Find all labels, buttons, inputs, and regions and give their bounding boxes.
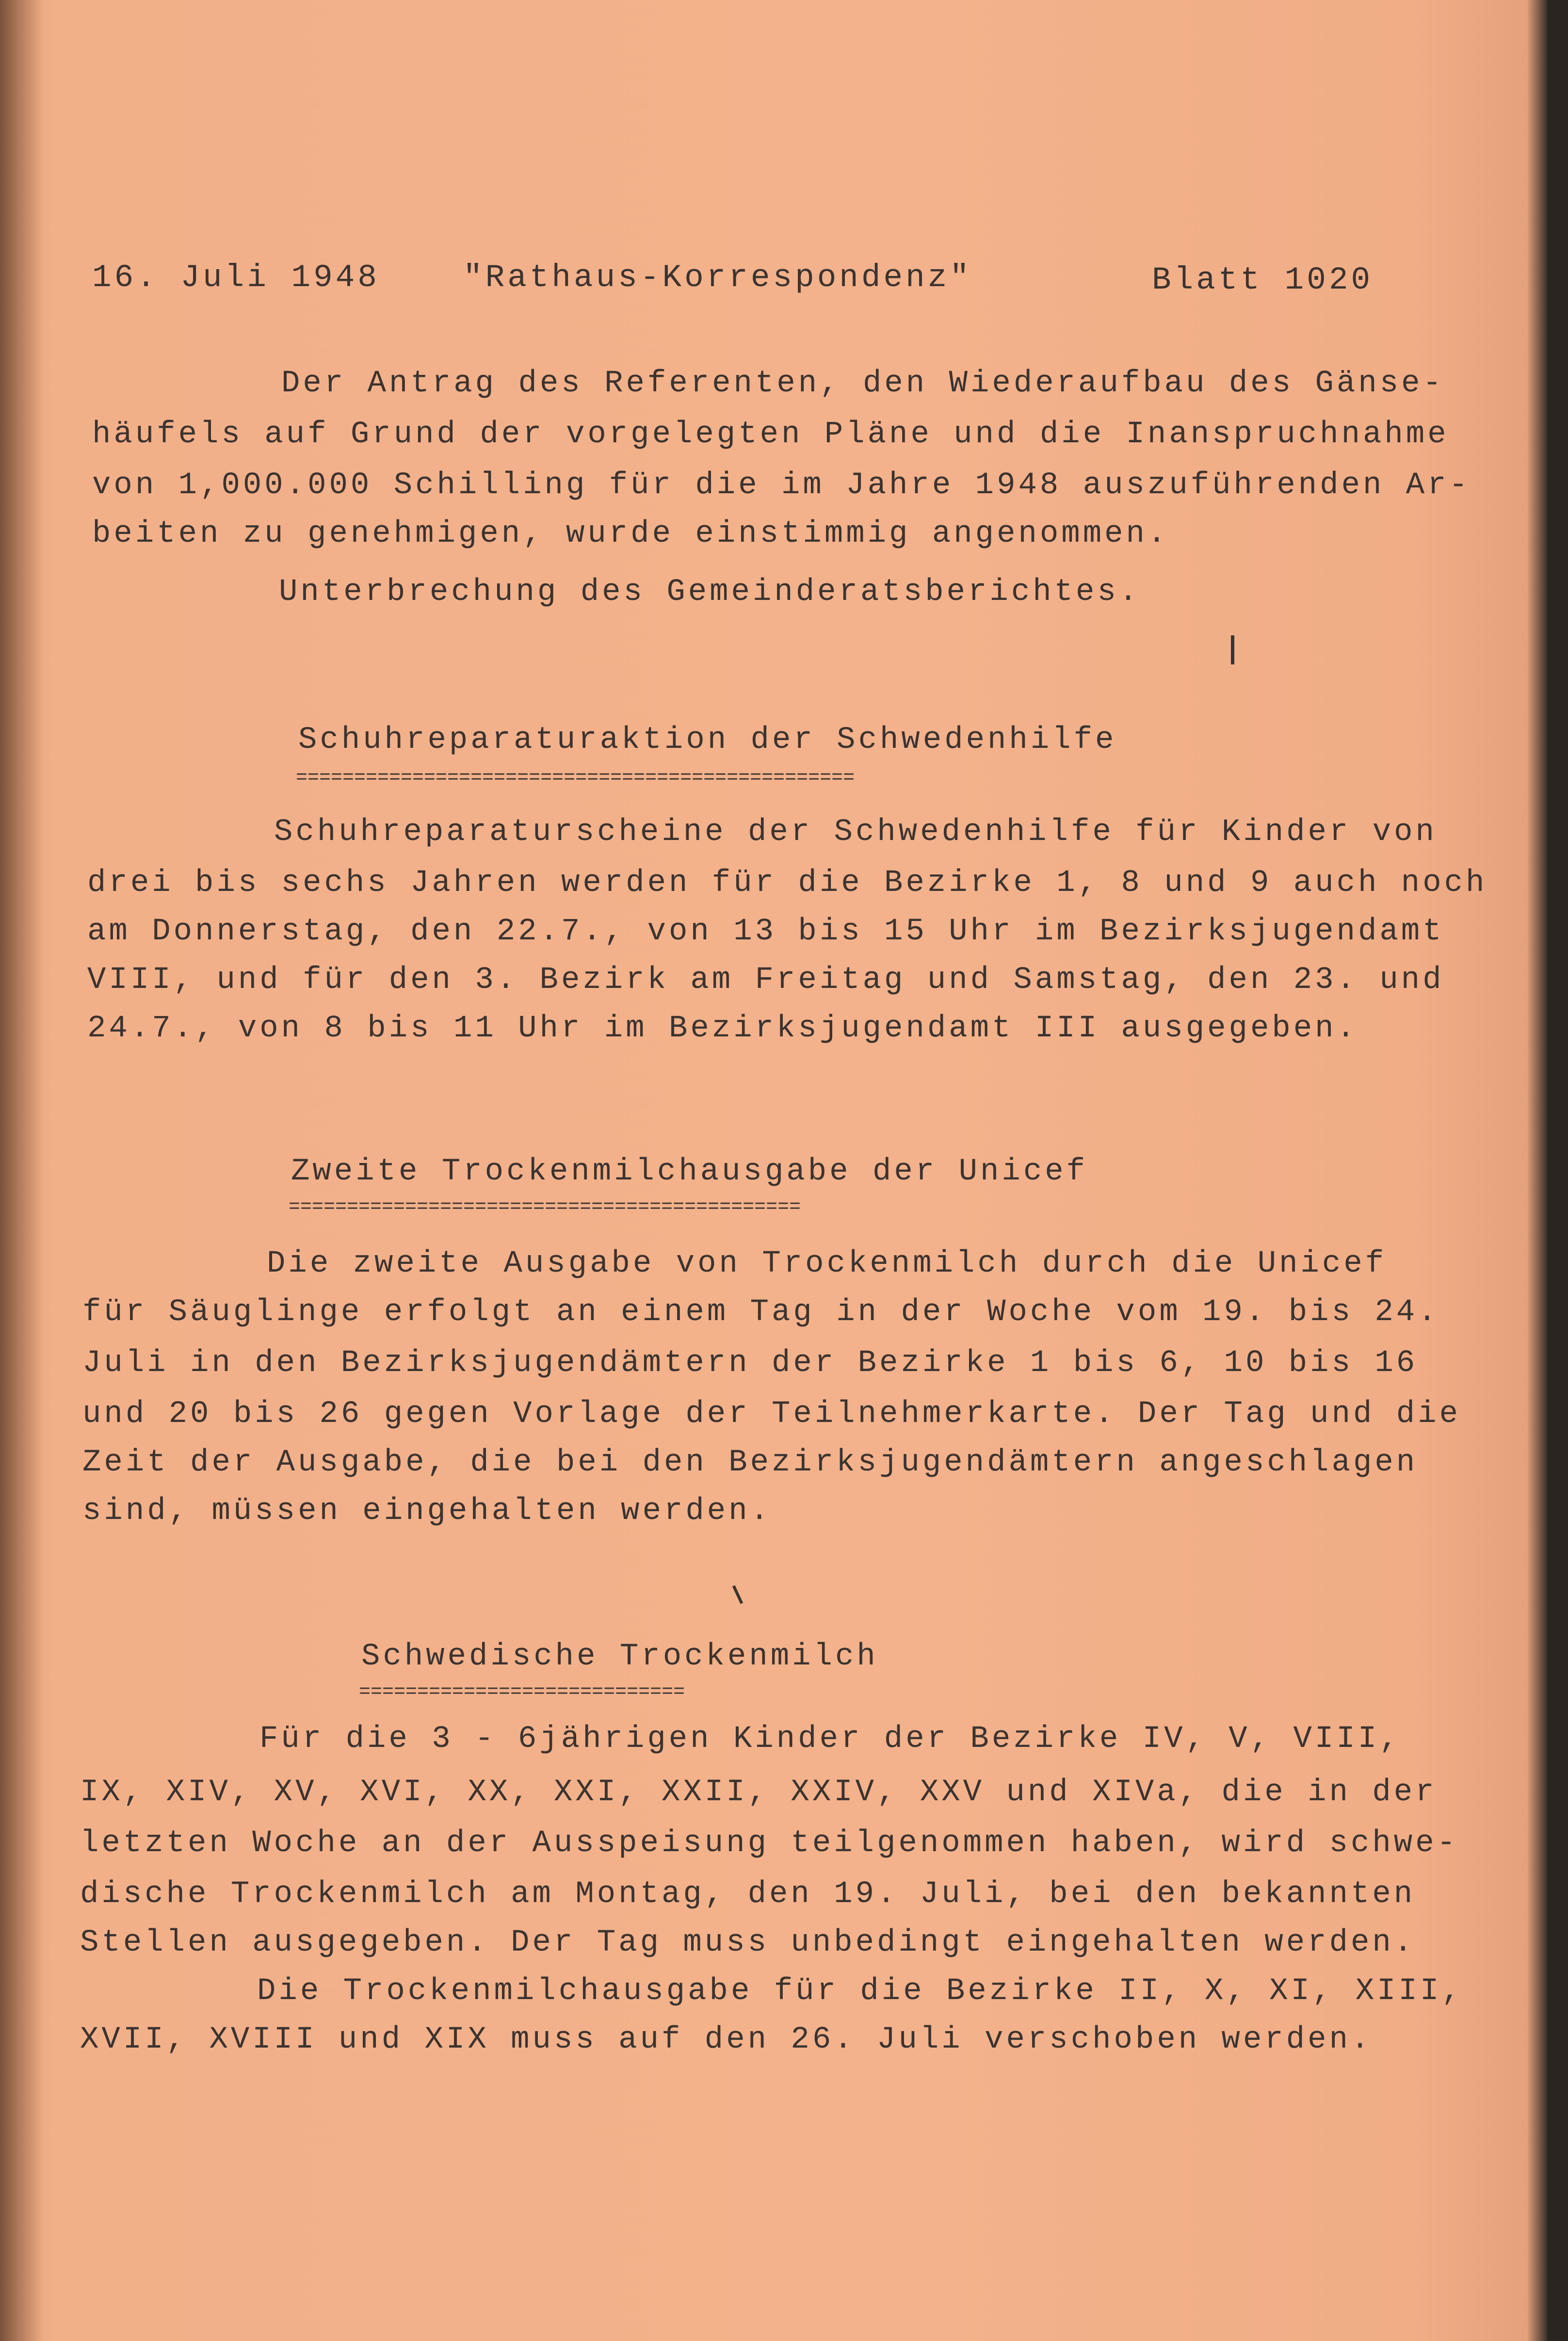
section-line: IX, XIV, XV, XVI, XX, XXI, XXII, XXIV, XXV und XIVa, die in der: [80, 1775, 1437, 1810]
section-line: Stellen ausgegeben. Der Tag muss unbedingt eingehalten werden.: [80, 1925, 1416, 1960]
section-line: Die Trockenmilchausgabe für die Bezirke II, X, XI, XIII,: [257, 1974, 1463, 2009]
section-line: Schuhreparaturscheine der Schwedenhilfe für Kinder von: [274, 815, 1437, 850]
intro-line: beiten zu genehmigen, wurde einstimmig angenommen.: [92, 517, 1169, 551]
margin-mark: [732, 1585, 743, 1604]
section-line: sind, müssen eingehalten werden.: [82, 1494, 772, 1529]
title-underline: ================================================: [296, 767, 855, 789]
section-line: und 20 bis 26 gegen Vorlage der Teilnehmerkarte. Der Tag und die: [82, 1397, 1461, 1432]
section-title: Zweite Trockenmilchausgabe der Unicef: [291, 1154, 1088, 1189]
intro-line: Der Antrag des Referenten, den Wiederaufbau des Gänse-: [281, 366, 1444, 401]
section-line: Juli in den Bezirksjugendämtern der Bezirke 1 bis 6, 10 bis 16: [82, 1346, 1418, 1381]
section-line: XVII, XVIII und XIX muss auf den 26. Juli verschoben werden.: [80, 2022, 1373, 2057]
section-line: drei bis sechs Jahren werden für die Bezirke 1, 8 und 9 auch noch: [87, 866, 1487, 901]
section-line: letzten Woche an der Ausspeisung teilgenommen haben, wird schwe-: [80, 1826, 1458, 1861]
section-line: dische Trockenmilch am Montag, den 19. Juli, bei den bekannten: [80, 1877, 1416, 1912]
title-underline: ============================================: [289, 1196, 801, 1218]
title-underline: ============================: [359, 1681, 685, 1703]
intro-line: häufels auf Grund der vorgelegten Pläne und die Inanspruchnahme: [92, 417, 1449, 452]
margin-mark: [1231, 635, 1234, 664]
intro-note: Unterbrechung des Gemeinderatsberichtes.: [279, 575, 1141, 610]
section-title: Schwedische Trockenmilch: [361, 1639, 878, 1674]
intro-line: von 1,000.000 Schilling für die im Jahre 1948 auszuführenden Ar-: [92, 468, 1471, 503]
section-line: VIII, und für den 3. Bezirk am Freitag und Samstag, den 23. und: [87, 963, 1444, 998]
section-title: Schuhreparaturaktion der Schwedenhilfe: [298, 723, 1117, 758]
section-line: für Säuglinge erfolgt an einem Tag in der Woche vom 19. bis 24.: [82, 1295, 1439, 1330]
section-line: am Donnerstag, den 22.7., von 13 bis 15 Uhr im Bezirksjugendamt: [87, 914, 1444, 949]
section-line: 24.7., von 8 bis 11 Uhr im Bezirksjugendamt III ausgegeben.: [87, 1011, 1358, 1046]
page-edge: [1528, 0, 1547, 2341]
section-line: Die zweite Ausgabe von Trockenmilch durch die Unicef: [267, 1246, 1387, 1281]
header-date: 16. Juli 1948: [92, 259, 380, 296]
section-line: Zeit der Ausgabe, die bei den Bezirksjugendämtern angeschlagen: [82, 1445, 1418, 1480]
section-line: Für die 3 - 6jährigen Kinder der Bezirke IV, V, VIII,: [259, 1722, 1401, 1757]
header-sheet-number: Blatt 1020: [1152, 262, 1374, 298]
header-publication: "Rathaus-Korrespondenz": [463, 259, 972, 296]
